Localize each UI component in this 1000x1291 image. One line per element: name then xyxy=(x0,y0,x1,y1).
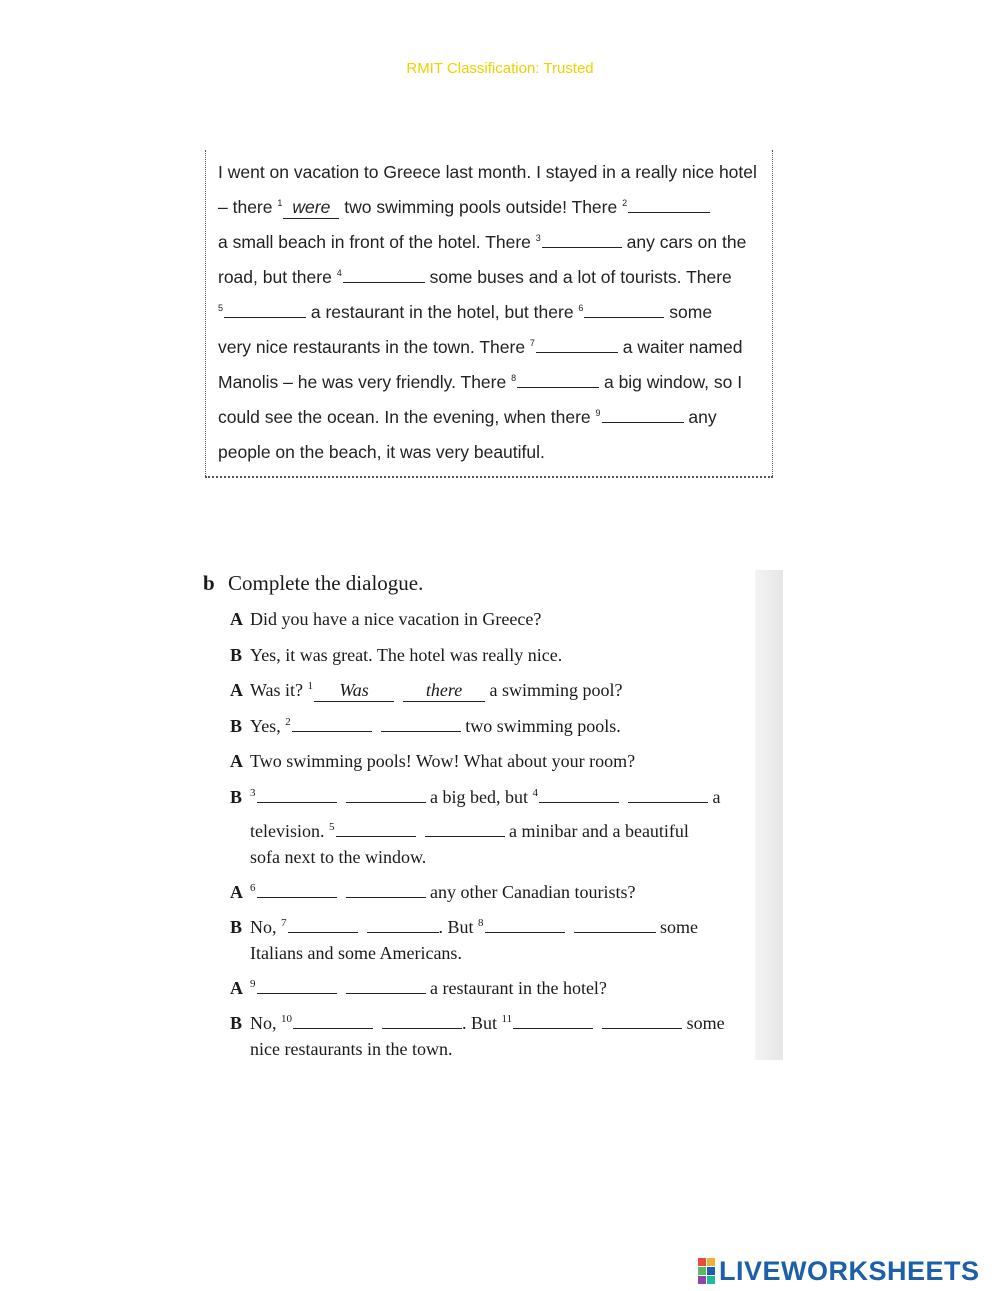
passage-line-5: $^5$ a restaurant in the hotel, but there $^6$ some xyxy=(218,302,713,322)
passage-line-7: Manolis – he was very friendly. There $^8$ a big window, so I xyxy=(218,372,743,392)
dialogue-line-6c: sofa next to the window. xyxy=(250,847,427,867)
dialogue-line-6: $^3$ a big bed, but $^4$ a xyxy=(250,787,721,807)
speaker-a: A xyxy=(230,609,243,629)
answer-blank-3b[interactable] xyxy=(346,788,426,803)
scan-edge-shadow xyxy=(755,570,783,1060)
dialogue-line-2: Yes, it was great. The hotel was really nice. xyxy=(250,645,563,665)
answer-blank-7[interactable] xyxy=(536,337,618,353)
speaker-b: B xyxy=(230,1013,243,1033)
dialogue-line-7: $^6$ any other Canadian tourists? xyxy=(250,882,636,902)
answer-blank-2b[interactable] xyxy=(381,717,461,732)
answer-blank-10a[interactable] xyxy=(293,1014,373,1029)
answer-blank-8b[interactable] xyxy=(574,918,656,933)
answer-blank-9a[interactable] xyxy=(257,979,337,994)
dialogue-line-10b: nice restaurants in the town. xyxy=(250,1039,453,1059)
answer-blank-3a[interactable] xyxy=(257,788,337,803)
answer-blank-11a[interactable] xyxy=(513,1014,593,1029)
dialogue-line-9: $^9$ a restaurant in the hotel? xyxy=(250,978,607,998)
speaker-b: B xyxy=(230,716,243,736)
answer-blank-8[interactable] xyxy=(517,372,599,388)
answer-blank-6a[interactable] xyxy=(257,883,337,898)
answer-blank-9[interactable] xyxy=(602,407,684,423)
dialogue-line-8: No, $^7$ . But $^8$ some xyxy=(250,917,699,937)
liveworksheets-logo xyxy=(698,1255,980,1287)
dialogue-line-10: No, $^{10}$ . But $^{11}$ some xyxy=(250,1013,725,1033)
answer-blank-6b[interactable] xyxy=(346,883,426,898)
answer-blank-3[interactable] xyxy=(542,232,622,248)
speaker-b: B xyxy=(230,645,243,665)
dialogue-line-5: Two swimming pools! Wow! What about your room? xyxy=(250,751,636,771)
speaker-a: A xyxy=(230,882,243,902)
answer-blank-9b[interactable] xyxy=(346,979,426,994)
dialogue-line-3: Was it? $^1$ Was there a swimming pool? xyxy=(250,680,623,700)
example-answer-1b: there xyxy=(403,680,485,702)
answer-blank-4b[interactable] xyxy=(628,788,708,803)
reading-passage-box xyxy=(205,150,773,478)
speaker-a: A xyxy=(230,680,243,700)
section-heading: Complete the dialogue. xyxy=(228,571,424,595)
answer-blank-11b[interactable] xyxy=(602,1014,682,1029)
brand-name: LIVEWORKSHEETS xyxy=(719,1255,980,1286)
answer-blank-4a[interactable] xyxy=(539,788,619,803)
speaker-b: B xyxy=(230,787,243,807)
section-letter: b xyxy=(203,571,215,595)
passage-line-1: I went on vacation to Greece last month. I stayed in a really nice hotel xyxy=(218,162,757,182)
speaker-b: B xyxy=(230,917,243,937)
passage-line-9: people on the beach, it was very beautiful. xyxy=(218,442,545,462)
passage-line-3: a small beach in front of the hotel. There $^3$ any cars on the xyxy=(218,232,747,252)
answer-blank-4[interactable] xyxy=(343,267,425,283)
passage-line-8: could see the ocean. In the evening, when there $^9$ any xyxy=(218,407,717,427)
example-answer: were xyxy=(283,197,339,219)
answer-blank-5a[interactable] xyxy=(336,822,416,837)
passage-line-6: very nice restaurants in the town. There $^7$ a waiter named xyxy=(218,337,743,357)
logo-icon xyxy=(698,1258,715,1284)
answer-blank-5b[interactable] xyxy=(425,822,505,837)
answer-blank-7a[interactable] xyxy=(288,918,358,933)
answer-blank-5[interactable] xyxy=(224,302,306,318)
passage-line-2: – there $^1$ were two swimming pools outside! There $^2$ xyxy=(218,197,710,219)
answer-blank-6[interactable] xyxy=(584,302,664,318)
answer-blank-10b[interactable] xyxy=(382,1014,462,1029)
dialogue-line-1: Did you have a nice vacation in Greece? xyxy=(250,609,542,629)
answer-blank-8a[interactable] xyxy=(485,918,565,933)
dialogue-line-6b: television. $^5$ a minibar and a beautiful xyxy=(250,821,689,841)
speaker-a: A xyxy=(230,978,243,998)
speaker-a: A xyxy=(230,751,243,771)
example-answer-1a: Was xyxy=(314,680,394,702)
classification-label: RMIT Classification: Trusted xyxy=(406,60,594,77)
passage-line-4: road, but there $^4$ some buses and a lot of tourists. There xyxy=(218,267,732,287)
answer-blank-2a[interactable] xyxy=(292,717,372,732)
dialogue-line-4: Yes, $^2$ two swimming pools. xyxy=(250,716,621,736)
dialogue-line-8b: Italians and some Americans. xyxy=(250,943,462,963)
answer-blank-2[interactable] xyxy=(628,197,710,213)
answer-blank-7b[interactable] xyxy=(367,918,439,933)
